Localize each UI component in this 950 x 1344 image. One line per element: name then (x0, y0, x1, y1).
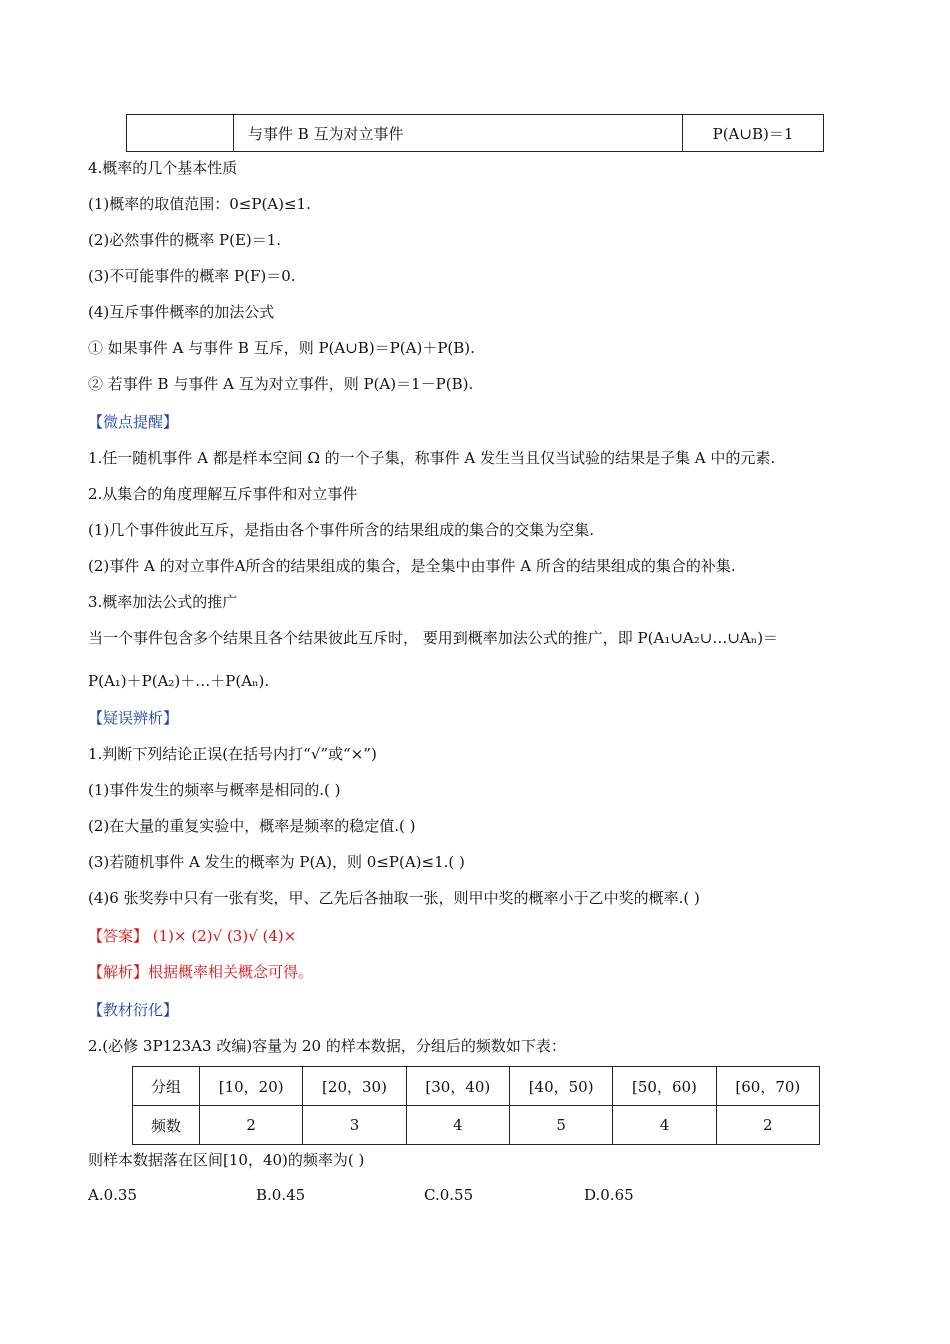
freq-cell: 3 (303, 1106, 406, 1145)
option-b: B.0.45 (256, 1186, 306, 1204)
table-row (127, 115, 824, 152)
freq-cell: 2 (716, 1106, 819, 1145)
option-c: C.0.55 (424, 1186, 474, 1204)
answer-text: (1)× (2)√ (3)√ (4)× (148, 927, 297, 945)
table-row (133, 1106, 820, 1145)
quiz-item-1: (1)事件发生的频率与概率是相同的.( ) (88, 781, 341, 799)
tip-line-1: 1.任一随机事件 A 都是样本空间 Ω 的一个子集，称事件 A 发生当且仅当试验的结果是子集 A 中的元素. (88, 449, 776, 467)
tip-line-4: (2)事件 A 的对立事件A所含的结果组成的集合，是全集中由事件 A 所含的结果组成的集合的补集. (88, 557, 736, 575)
group-cell: [60，70) (716, 1067, 819, 1106)
tip-line-6: 当一个事件包含多个结果且各个结果彼此互斥时， 要用到概率加法公式的推广，即 P(A₁∪A₂∪…∪Aₙ)＝ (88, 629, 779, 647)
analysis-text: 根据概率相关概念可得。 (148, 963, 314, 981)
freq-cell: 2 (200, 1106, 303, 1145)
group-cell: [50，60) (613, 1067, 716, 1106)
option-d: D.0.65 (584, 1186, 634, 1204)
quiz-item-4: (4)6 张奖券中只有一张有奖，甲、乙先后各抽取一张，则甲中奖的概率小于乙中奖的概率.( ) (88, 889, 700, 907)
property-4: (4)互斥事件概率的加法公式 (88, 303, 275, 321)
table-cell-empty (127, 115, 234, 152)
property-4a: ① 如果事件 A 与事件 B 互斥，则 P(A∪B)＝P(A)＋P(B). (88, 339, 475, 357)
tip-line-5: 3.概率加法公式的推广 (88, 593, 238, 611)
quiz-item-2: (2)在大量的重复实验中，概率是频率的稳定值.( ) (88, 817, 416, 835)
group-cell: [30，40) (406, 1067, 509, 1106)
row-label-freq: 频数 (133, 1106, 200, 1145)
freq-cell: 5 (509, 1106, 612, 1145)
group-cell: [10，20) (200, 1067, 303, 1106)
section-title: 4.概率的几个基本性质 (88, 159, 238, 177)
frequency-table (132, 1066, 820, 1145)
textbook-heading: 【教材衍化】 (88, 1001, 179, 1019)
row-label-groups: 分组 (133, 1067, 200, 1106)
quiz-title: 1.判断下列结论正误(在括号内打“√”或“×”) (88, 745, 377, 763)
group-cell: [40，50) (509, 1067, 612, 1106)
freq-cell: 4 (613, 1106, 716, 1145)
freq-cell: 4 (406, 1106, 509, 1145)
table-row (133, 1067, 820, 1106)
quiz-item-3: (3)若随机事件 A 发生的概率为 P(A)，则 0≤P(A)≤1.( ) (88, 853, 465, 871)
textbook-intro: 2.(必修 3P123A3 改编)容量为 20 的样本数据，分组后的频数如下表： (88, 1037, 566, 1055)
tip-line-3: (1)几个事件彼此互斥，是指由各个事件所含的结果组成的集合的交集为空集. (88, 521, 595, 539)
tip-line-2: 2.从集合的角度理解互斥事件和对立事件 (88, 485, 358, 503)
table-cell-condition: 与事件 B 互为对立事件 (234, 115, 683, 152)
event-relation-table-fragment (126, 114, 824, 152)
property-3: (3)不可能事件的概率 P(F)＝0. (88, 267, 296, 285)
property-2: (2)必然事件的概率 P(E)＝1. (88, 231, 282, 249)
answer-label: 【答案】 (88, 927, 149, 945)
tip-heading: 【微点提醒】 (88, 413, 179, 431)
textbook-question: 则样本数据落在区间[10，40)的频率为( ) (88, 1151, 365, 1169)
table-cell-formula: P(A∪B)＝1 (683, 115, 824, 152)
analysis-label: 【解析】 (88, 963, 149, 981)
analysis-line (88, 962, 313, 982)
quiz-heading: 【疑误辨析】 (88, 709, 179, 727)
property-4b: ② 若事件 B 与事件 A 互为对立事件，则 P(A)＝1－P(B). (88, 375, 474, 393)
answer-line (88, 926, 296, 946)
property-1: (1)概率的取值范围：0≤P(A)≤1. (88, 195, 311, 213)
option-a: A.0.35 (88, 1186, 137, 1204)
group-cell: [20，30) (303, 1067, 406, 1106)
tip-line-7: P(A₁)＋P(A₂)＋…＋P(Aₙ). (88, 672, 270, 690)
